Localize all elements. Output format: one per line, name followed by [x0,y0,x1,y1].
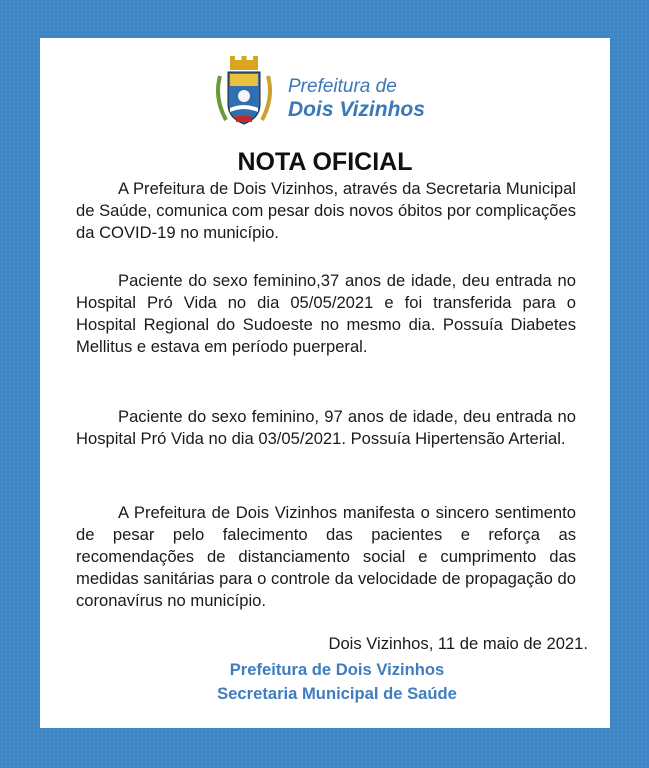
page-title: NOTA OFICIAL [237,148,413,176]
notice-card [40,38,610,728]
signature-line-2: Secretaria Municipal de Saúde [217,684,457,703]
signature-line-1: Prefeitura de Dois Vizinhos [229,660,445,679]
coat-of-arms-icon [212,56,276,130]
prefeitura-logo [212,56,442,136]
logo-text-line2: Dois Vizinhos [288,98,425,121]
paragraph-condolences: A Prefeitura de Dois Vizinhos manifesta o sincero sentimento de pesar pelo falecimento das pacientes e reforça as recomendações de distanciamento social e cumprimento das medidas sanitárias para o controle da velocidade de propagação do coronavírus no município. [76,503,576,610]
paragraph-patient-2: Paciente do sexo feminino, 97 anos de idade, deu entrada no Hospital Pró Vida no dia 03/05/2021. Possuía Hipertensão Arterial. [76,407,576,448]
date-line: Dois Vizinhos, 11 de maio de 2021. [328,634,588,653]
paragraph-intro: A Prefeitura de Dois Vizinhos, através da Secretaria Municipal de Saúde, comunica com pesar dois novos óbitos por complicações da COVID-19 no município. [76,179,576,242]
paragraph-patient-1: Paciente do sexo feminino,37 anos de idade, deu entrada no Hospital Pró Vida no dia 05/05/2021 e foi transferida para o Hospital Regional do Sudoeste no mesmo dia. Possuía Diabetes Mellitus e estava em período puerperal. [76,271,576,356]
logo-text-line1: Prefeitura de [288,76,397,97]
